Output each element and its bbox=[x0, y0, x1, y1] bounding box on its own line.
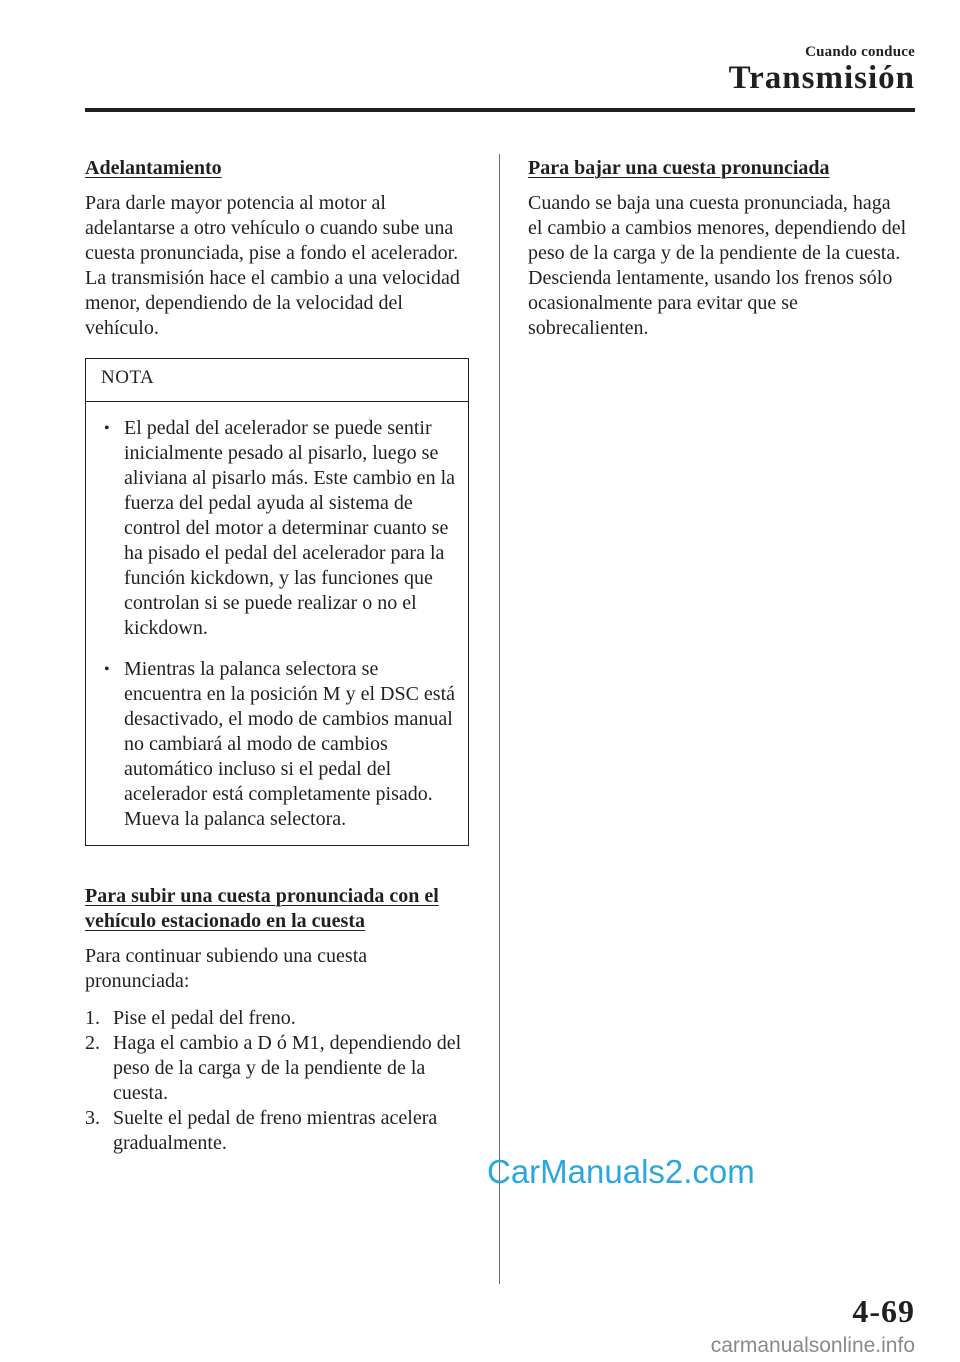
step-text: Pise el pedal del freno. bbox=[113, 1007, 296, 1029]
step-item bbox=[85, 1031, 475, 1106]
page-number: 4-69 bbox=[852, 1293, 915, 1329]
note-item-text: Mientras la palanca selectora se encuentra en la posición M y el DSC está desactivado, el modo de cambios manual no cambiará al modo de cambios automático incluso si el pedal del acelerador está completamente pisado. Mueva la palanca selectora. bbox=[124, 658, 456, 830]
note-item-text: El pedal del acelerador se puede sentir inicialmente pesado al pisarlo, luego se aliviana al pisarlo más. Este cambio en la fuerza del pedal ayuda al sistema de control del motor a determinar cuanto se ha pisado el pedal del acelerador para la función kickdown, y las funciones que controlan si se puede realizar o no el kickdown. bbox=[124, 417, 455, 639]
section-label: Cuando conduce bbox=[805, 44, 915, 60]
step-number: 2. bbox=[85, 1032, 100, 1054]
column-divider bbox=[499, 154, 500, 1284]
step-item bbox=[85, 1006, 475, 1031]
steep-climb-heading: Para subir una cuesta pronunciada con el vehículo estacionado en la cuesta bbox=[85, 885, 439, 932]
bullet-icon: • bbox=[104, 661, 110, 678]
left-column bbox=[85, 156, 475, 1156]
note-title: NOTA bbox=[86, 359, 468, 402]
bullet-icon: • bbox=[104, 420, 110, 437]
note-item bbox=[86, 657, 460, 832]
footer-site-text: carmanualsonline.info bbox=[710, 1334, 915, 1357]
watermark-text: CarManuals2.com bbox=[487, 1153, 755, 1190]
steep-descent-body: Cuando se baja una cuesta pronunciada, haga el cambio a cambios menores, dependiendo del peso de la carga y de la pendiente de la cuesta. Descienda lentamente, usando los frenos sólo ocasionalmente para evitar que se sobrecalienten. bbox=[528, 192, 907, 339]
steep-descent-heading: Para bajar una cuesta pronunciada bbox=[528, 157, 830, 179]
overtaking-heading: Adelantamiento bbox=[85, 157, 222, 179]
right-column bbox=[528, 156, 908, 341]
step-number: 3. bbox=[85, 1107, 100, 1129]
step-item bbox=[85, 1106, 475, 1156]
note-box bbox=[85, 358, 469, 846]
steep-climb-intro: Para continuar subiendo una cuesta pronunciada: bbox=[85, 945, 368, 992]
step-text: Haga el cambio a D ó M1, dependiendo del peso de la carga y de la pendiente de la cuesta. bbox=[113, 1032, 462, 1104]
note-list bbox=[86, 402, 468, 845]
step-text: Suelte el pedal de freno mientras acelera gradualmente. bbox=[113, 1107, 438, 1154]
overtaking-body: Para darle mayor potencia al motor al adelantarse a otro vehículo o cuando sube una cuesta pronunciada, pise a fondo el acelerador. La transmisión hace el cambio a una velocidad menor, dependiendo de la velocidad del vehículo. bbox=[85, 192, 460, 339]
step-list bbox=[85, 1006, 475, 1156]
note-item bbox=[86, 416, 460, 641]
header-rule bbox=[85, 108, 915, 112]
step-number: 1. bbox=[85, 1007, 100, 1029]
chapter-title: Transmisión bbox=[728, 60, 915, 96]
